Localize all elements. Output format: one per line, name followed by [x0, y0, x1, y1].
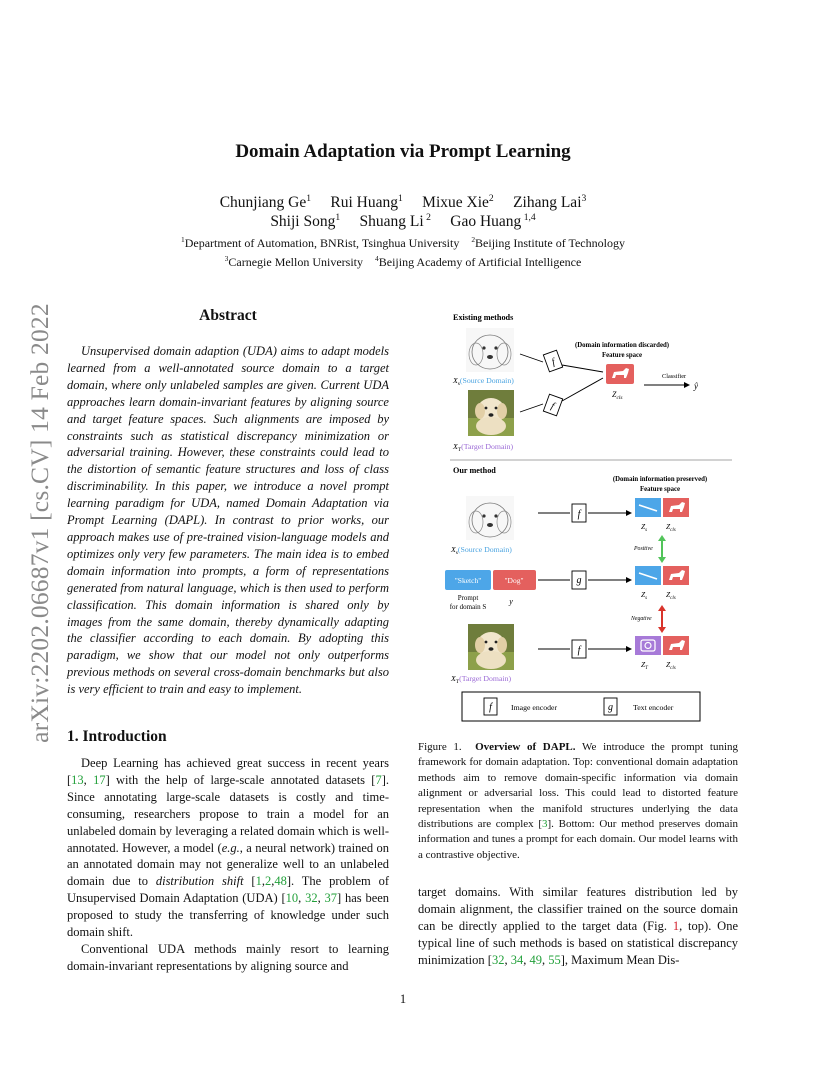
abstract-text: Unsupervised domain adaption (UDA) aims to adapt models learned from a well-annotated source domain to a target domain, where only unlabeled samples are given. Current UDA approaches learn domain-invariant features by aligning source and target feature spaces. Such alignments are imposed by constraints such as statistical discrepancy minimization or adversarial training. However, these constraints could lead to the distortion of semantic feature structures and loss of class discriminability. In this paper, we introduce a novel prompt learning paradigm for UDA, named Domain Adaptation via Prompt Learning (DAPL). In contrast to prior works, our approach makes use of pre-trained vision-language models and optimizes only very few parameters. The main idea is to embed domain information into prompts, a form of representations generated from natural language, which is then used to perform classification. This domain information is shared only by images from the same domain, thereby dynamically adapting the classifier according to each domain. By adopting this paradigm, we show that our model not only outperforms previous methods on several cross-domain benchmarks but also is very efficient to train and easy to implement.	[67, 344, 389, 697]
image-encoder-f-box	[572, 504, 586, 522]
abstract-heading: Abstract	[199, 307, 257, 324]
svg-text:Prompt: Prompt	[457, 594, 479, 602]
svg-text:Zs: $Z_s$	[641, 522, 648, 533]
citation-link[interactable]: 49	[529, 952, 542, 967]
author: Zihang Lai$^3$	[513, 192, 587, 211]
svg-text:(Domain information discarded): (Domain information discarded)	[574, 342, 670, 349]
affiliations-line-1: $^1$Department of Automation, BNRist, Tsinghua University $^2$Beijing Institute of Technology	[181, 235, 625, 250]
image-encoder-f-box	[572, 640, 586, 658]
svg-text:Xs(Source Domain): $X_s(Source$ Domain)	[451, 545, 512, 556]
figure-legend	[462, 692, 700, 721]
author: Chunjiang Ge$^1$	[219, 192, 312, 211]
svg-text:"Sketch": "Sketch"	[454, 576, 482, 585]
citation-link[interactable]: 10	[285, 891, 299, 906]
svg-text:Xs(Source Domain): $X_s(Source$ Domain)	[453, 376, 514, 387]
citation-link[interactable]: 37	[324, 891, 338, 906]
citation-link[interactable]: 3	[542, 818, 548, 831]
citation-link[interactable]: 32	[305, 891, 318, 906]
svg-text:Zcls: $Z_{cls}$	[612, 390, 623, 401]
citation-link[interactable]: 7	[375, 772, 382, 787]
class-feature-red	[663, 498, 689, 517]
image-encoder-f-box	[543, 350, 562, 372]
svg-text:ZT: $Z_T$	[641, 660, 648, 671]
svg-text:f: f	[577, 645, 581, 656]
arxiv-identifier: arXiv:2202.06687v1 [cs.CV] 14 Feb 2022	[25, 302, 54, 743]
target-dog-photo-image	[468, 624, 514, 670]
svg-text:Zcls: $Z_{cls}$	[666, 590, 676, 601]
svg-text:(Domain information preserved): (Domain information preserved)	[612, 476, 708, 483]
svg-text:Zcls: $Z_{cls}$	[666, 522, 676, 533]
domain-feature-purple	[635, 636, 661, 655]
author: Shuang Li $^2$	[359, 211, 431, 230]
svg-text:y: y	[509, 597, 513, 606]
target-dog-photo-image	[468, 390, 514, 436]
svg-text:Feature space: Feature space	[601, 352, 643, 359]
author: Gao Huang $^{1,4}$	[450, 211, 536, 230]
legend-text-encoder: Text encoder	[633, 703, 674, 712]
negative-arrow	[658, 605, 666, 633]
svg-text:"Dog": "Dog"	[504, 576, 524, 585]
svg-text:f: f	[489, 702, 492, 713]
positive-label: Positive	[634, 546, 653, 552]
arxiv-sidebar	[20, 285, 60, 760]
source-domain-label: (Source Domain)	[459, 376, 514, 385]
target-domain-label: (Target Domain)	[461, 442, 514, 451]
right-column-body	[418, 884, 738, 969]
intro-paragraph-1: Deep Learning has achieved great success in recent years [13, 17] with the help of large-scale annotated datasets [7]. Since annotating large-scale datasets is costly and time-consuming, researchers propose to train a model for an unlabeled domain by leveraging a related domain which is well-annotated. However, a model (e.g., a neural network) trained on an annotated domain may not generalize well to an unlabeled domain due to distribution shift [1,2,48]. The problem of Unsupervised Domain Adaptation (UDA) [10, 32, 37] has been proposed to study the transferring of knowledge under such domain shift.	[67, 756, 390, 940]
existing-methods-label: Existing methods	[453, 313, 514, 322]
svg-text:f: f	[549, 400, 556, 413]
citation-link[interactable]: 2	[264, 874, 272, 889]
figure-link[interactable]: 1	[672, 918, 680, 933]
legend-image-encoder: Image encoder	[511, 703, 558, 712]
citation-link[interactable]: 34	[510, 952, 524, 967]
abstract-body	[67, 343, 389, 698]
svg-text:XT(Target Domain): $X_T(Target$ Domain)	[453, 442, 514, 453]
svg-text:g: g	[608, 702, 613, 713]
authors-line-1	[0, 194, 806, 212]
prompt-sketch-token	[445, 570, 491, 590]
introduction-body	[67, 755, 389, 975]
svg-text:Zs: $Z_s$	[641, 590, 648, 601]
citation-link[interactable]: 13	[71, 772, 84, 787]
citation-link[interactable]: 32	[491, 952, 505, 967]
introduction-heading: 1. Introduction	[67, 728, 167, 745]
author: Rui Huang$^1$	[330, 192, 403, 211]
negative-label: Negative	[631, 616, 652, 622]
citation-link[interactable]: 17	[93, 772, 106, 787]
class-feature-red	[606, 364, 634, 384]
author: Mixue Xie$^2$	[422, 192, 494, 211]
page-number: 1	[399, 992, 407, 1006]
source-dog-sketch-image	[466, 496, 514, 540]
figure-1-diagram	[440, 308, 740, 728]
citation-link[interactable]: 1	[255, 874, 262, 889]
image-encoder-f-box	[543, 394, 562, 416]
domain-feature-blue	[635, 566, 661, 585]
positive-arrow	[658, 535, 666, 563]
svg-text:f: f	[577, 509, 581, 520]
right-paragraph: target domains. With similar features distribution led by domain alignment, the classifier trained on the source domain can be directly applied to the target data (Fig. 1, top). One typical line of such methods is based on statistical discrepancy minimization [32, 34, 49, 55], Maximum Mean Dis-	[418, 885, 738, 967]
author: Shiji Song$^1$	[270, 211, 341, 230]
paper-title: Domain Adaptation via Prompt Learning	[235, 141, 571, 162]
svg-text:f: f	[550, 356, 557, 369]
text-encoder-g-box	[572, 571, 586, 589]
figure-1-caption: Figure 1. Overview of DAPL. We introduce the prompt tuning framework for domain adaptation. Top: conventional domain adaptation methods aim to remove domain-specific information via domain alignment or adversarial loss. This could lead to distorted feature representation when the manifold structures underlying the data distributions are complex [3]. Bottom: Our method preserves domain information and tunes a prompt for each domain. Our model learns with a contrastive objective.	[418, 741, 739, 861]
source-dog-sketch-image	[466, 328, 514, 372]
class-feature-red	[663, 566, 689, 585]
svg-text:g: g	[576, 575, 582, 586]
svg-text:Zcls: $Z_{cls}$	[666, 660, 676, 671]
svg-text:XT(Target Domain): $X_T(Target$ Domain)	[451, 674, 512, 685]
authors-line-2	[0, 213, 806, 231]
affiliations-line-2: $^3$Carnegie Mellon University $^4$Beijing Academy of Artificial Intelligence	[224, 254, 582, 269]
svg-text:ŷ: ŷ	[694, 381, 698, 391]
svg-text:for domain S: for domain S	[449, 603, 487, 611]
our-method-label: Our method	[453, 466, 496, 475]
class-feature-red	[663, 636, 689, 655]
svg-text:Classifier: Classifier	[662, 373, 687, 380]
prompt-class-token	[493, 570, 536, 590]
citation-link[interactable]: 48	[274, 874, 287, 889]
intro-paragraph-2: Conventional UDA methods mainly resort to learning domain-invariant representations by aligning source and	[67, 941, 389, 973]
svg-text:Feature space: Feature space	[639, 486, 681, 493]
citation-link[interactable]: 55	[548, 952, 561, 967]
domain-feature-blue	[635, 498, 661, 517]
